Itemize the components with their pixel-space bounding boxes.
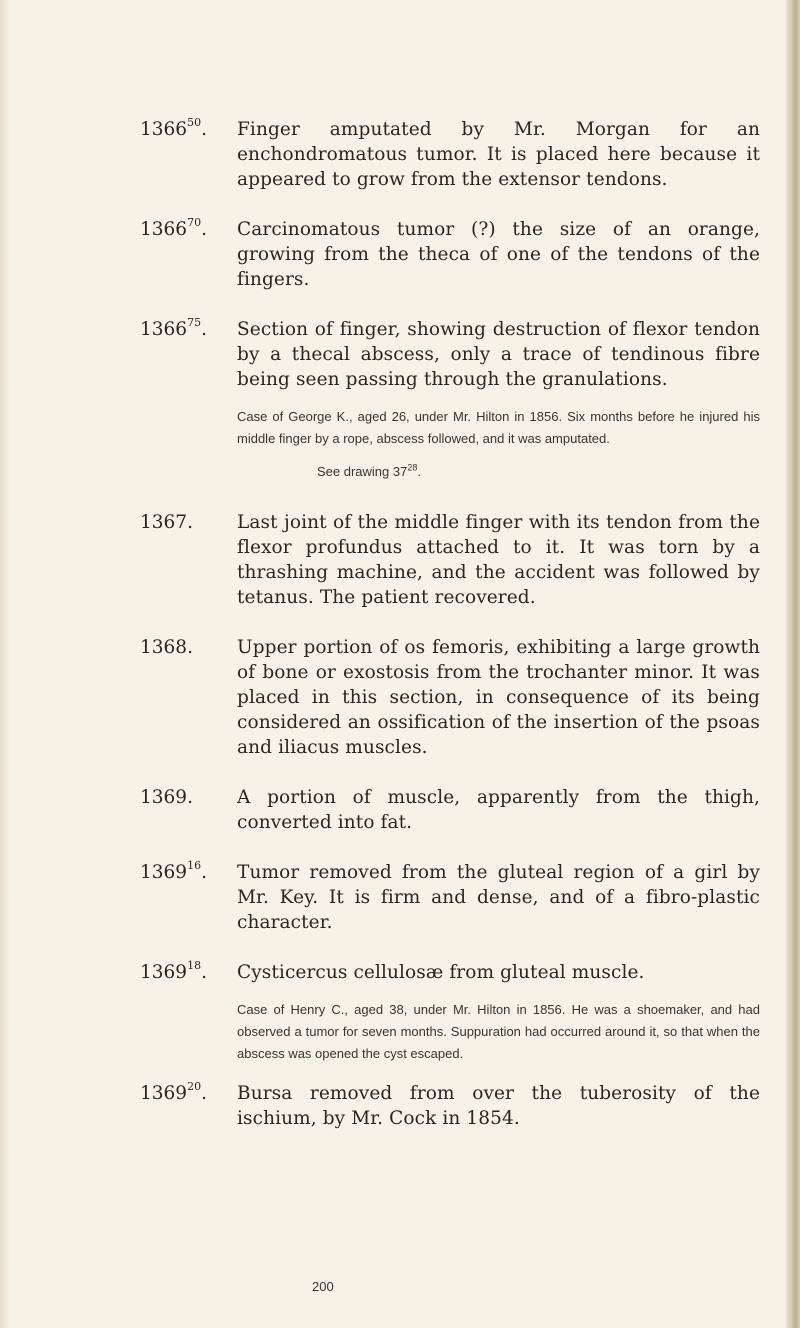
entry-1369-18 [140, 960, 760, 985]
entry-text: Tumor removed from the gluteal region of a girl by Mr. Key. It is firm and dense, and of a fibro-plastic character. [237, 862, 760, 933]
case-note: Case of Henry C., aged 38, under Mr. Hilton in 1856. He was a shoemaker, and had observed a tumor for seven months. Suppuration had occurred around it, so that when the abscess was opened the cyst escaped. [237, 1002, 760, 1061]
entry-1369 [140, 785, 760, 835]
entry-number: 1369$^{18}$. [140, 958, 207, 983]
entry-1367 [140, 510, 760, 610]
entry-1366-70 [140, 217, 760, 292]
catalogue-page [140, 117, 760, 1131]
entry-text: Finger amputated by Mr. Morgan for an enchondromatous tumor. It is placed here because it appeared to grow from the extensor tendons. [237, 119, 760, 190]
entry-number: 1369$^{20}$. [140, 1079, 207, 1104]
entry-number: 1368. [140, 637, 193, 658]
entry-1366-50 [140, 117, 760, 192]
page-edge-left [0, 0, 10, 1328]
entry-number: 1366$^{70}$. [140, 215, 207, 240]
page-spine-edge [786, 0, 800, 1328]
entry-1368 [140, 635, 760, 760]
entry-number: 1369. [140, 787, 193, 808]
page-number: 200 [312, 1279, 334, 1294]
entry-text: Upper portion of os femoris, exhibiting a large growth of bone or exostosis from the trochanter minor. It was placed in this section, in consequence of its being considered an ossification of the insertion of the psoas and iliacus muscles. [237, 637, 760, 758]
entry-text: Section of finger, showing destruction of flexor tendon by a thecal abscess, only a trace of tendinous fibre being seen passing through the granulations. [237, 319, 760, 390]
entry-text: Cysticercus cellulosæ from gluteal muscle. [237, 962, 645, 983]
entry-number: 1366$^{50}$. [140, 115, 207, 140]
entry-1369-16 [140, 860, 760, 935]
entry-1366-75 [140, 317, 760, 392]
entry-1369-20 [140, 1081, 760, 1131]
entry-text: Carcinomatous tumor (?) the size of an orange, growing from the theca of one of the tendons of the fingers. [237, 219, 760, 290]
entry-number: 1366$^{75}$. [140, 315, 207, 340]
entry-text: A portion of muscle, apparently from the thigh, converted into fat. [237, 787, 760, 833]
entry-text: Last joint of the middle finger with its tendon from the flexor profundus attached to it. It was torn by a thrashing machine, and the accident was followed by tetanus. The patient recovered. [237, 512, 760, 608]
see-drawing-reference: See drawing $37^{28}$. [317, 462, 421, 479]
entry-text: Bursa removed from over the tuberosity of the ischium, by Mr. Cock in 1854. [237, 1083, 760, 1129]
entry-number: 1367. [140, 512, 193, 533]
entry-number: 1369$^{16}$. [140, 858, 207, 883]
case-note: Case of George K., aged 26, under Mr. Hilton in 1856. Six months before he injured his middle finger by a rope, abscess followed, and it was amputated. [237, 409, 760, 446]
